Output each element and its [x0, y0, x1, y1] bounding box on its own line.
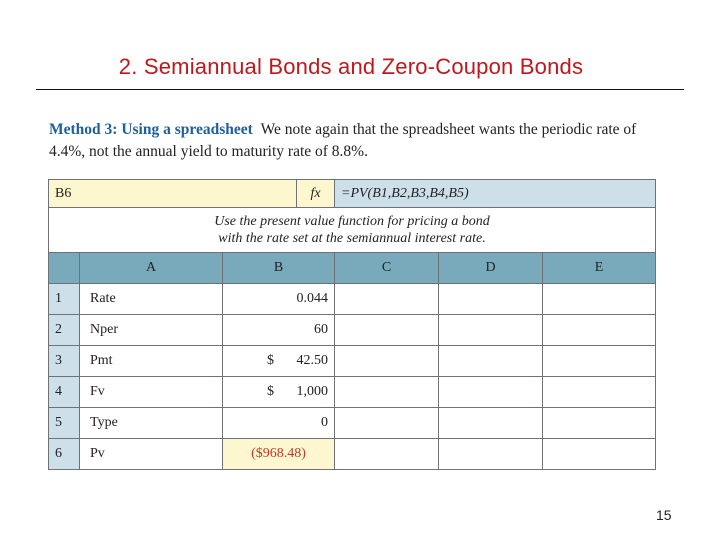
currency-symbol: $ — [267, 353, 274, 368]
cell-a4[interactable]: Fv — [80, 377, 223, 408]
cell-a2[interactable]: Nper — [80, 315, 223, 346]
row-header[interactable]: 5 — [49, 408, 80, 439]
table-row — [49, 284, 656, 315]
cell-c3[interactable] — [335, 346, 439, 377]
cell-b1[interactable]: 0.044 — [223, 284, 335, 315]
cell-c4[interactable] — [335, 377, 439, 408]
cell-c5[interactable] — [335, 408, 439, 439]
intro-paragraph — [49, 119, 669, 163]
cell-c2[interactable] — [335, 315, 439, 346]
cell-amount: 42.50 — [296, 353, 328, 368]
row-header[interactable]: 2 — [49, 315, 80, 346]
sheet-note — [49, 208, 656, 253]
cell-d1[interactable] — [439, 284, 543, 315]
formula-input[interactable]: =PV(B1,B2,B3,B4,B5) — [335, 180, 656, 208]
row-header[interactable]: 1 — [49, 284, 80, 315]
cell-b2[interactable]: 60 — [223, 315, 335, 346]
column-header-b[interactable]: B — [223, 253, 335, 284]
table-row — [49, 346, 656, 377]
cell-d3[interactable] — [439, 346, 543, 377]
cell-e4[interactable] — [543, 377, 656, 408]
cell-e1[interactable] — [543, 284, 656, 315]
page-number: 15 — [656, 507, 672, 523]
column-header-d[interactable]: D — [439, 253, 543, 284]
row-header[interactable]: 6 — [49, 439, 80, 470]
select-all-corner[interactable] — [49, 253, 80, 284]
cell-e6[interactable] — [543, 439, 656, 470]
row-header[interactable]: 4 — [49, 377, 80, 408]
cell-a5[interactable]: Type — [80, 408, 223, 439]
cell-c1[interactable] — [335, 284, 439, 315]
cell-a3[interactable]: Pmt — [80, 346, 223, 377]
cell-b4[interactable] — [223, 377, 335, 408]
method-label: Method 3: Using a spreadsheet — [49, 121, 253, 138]
spreadsheet — [48, 179, 656, 470]
sheet-note-line-2: with the rate set at the semiannual interest rate. — [218, 231, 486, 246]
name-box[interactable]: B6 — [49, 180, 297, 208]
cell-b6-result[interactable]: ($968.48) — [223, 439, 335, 470]
column-header-e[interactable]: E — [543, 253, 656, 284]
table-row — [49, 377, 656, 408]
intro-text: We note again that the spreadsheet wants the periodic rate of 4.4%, not the annual yield to maturity rate of 8.8%. — [49, 121, 637, 160]
fx-icon: fx — [297, 180, 335, 208]
cell-d6[interactable] — [439, 439, 543, 470]
row-header[interactable]: 3 — [49, 346, 80, 377]
cell-b5[interactable]: 0 — [223, 408, 335, 439]
cell-a6[interactable]: Pv — [80, 439, 223, 470]
cell-amount: 1,000 — [296, 384, 328, 399]
cell-a1[interactable]: Rate — [80, 284, 223, 315]
cell-c6[interactable] — [335, 439, 439, 470]
column-header-a[interactable]: A — [80, 253, 223, 284]
column-header-row — [49, 253, 656, 284]
sheet-note-line-1: Use the present value function for pricing a bond — [214, 214, 490, 229]
cell-b3[interactable] — [223, 346, 335, 377]
column-header-c[interactable]: C — [335, 253, 439, 284]
formula-bar — [49, 180, 656, 208]
title-divider — [36, 89, 684, 90]
table-row — [49, 315, 656, 346]
currency-symbol: $ — [267, 384, 274, 399]
slide-title: 2. Semiannual Bonds and Zero-Coupon Bonds — [118, 54, 584, 79]
cell-e2[interactable] — [543, 315, 656, 346]
cell-d2[interactable] — [439, 315, 543, 346]
cell-d5[interactable] — [439, 408, 543, 439]
table-row — [49, 439, 656, 470]
table-row — [49, 408, 656, 439]
cell-d4[interactable] — [439, 377, 543, 408]
cell-e3[interactable] — [543, 346, 656, 377]
note-row — [49, 208, 656, 253]
cell-e5[interactable] — [543, 408, 656, 439]
